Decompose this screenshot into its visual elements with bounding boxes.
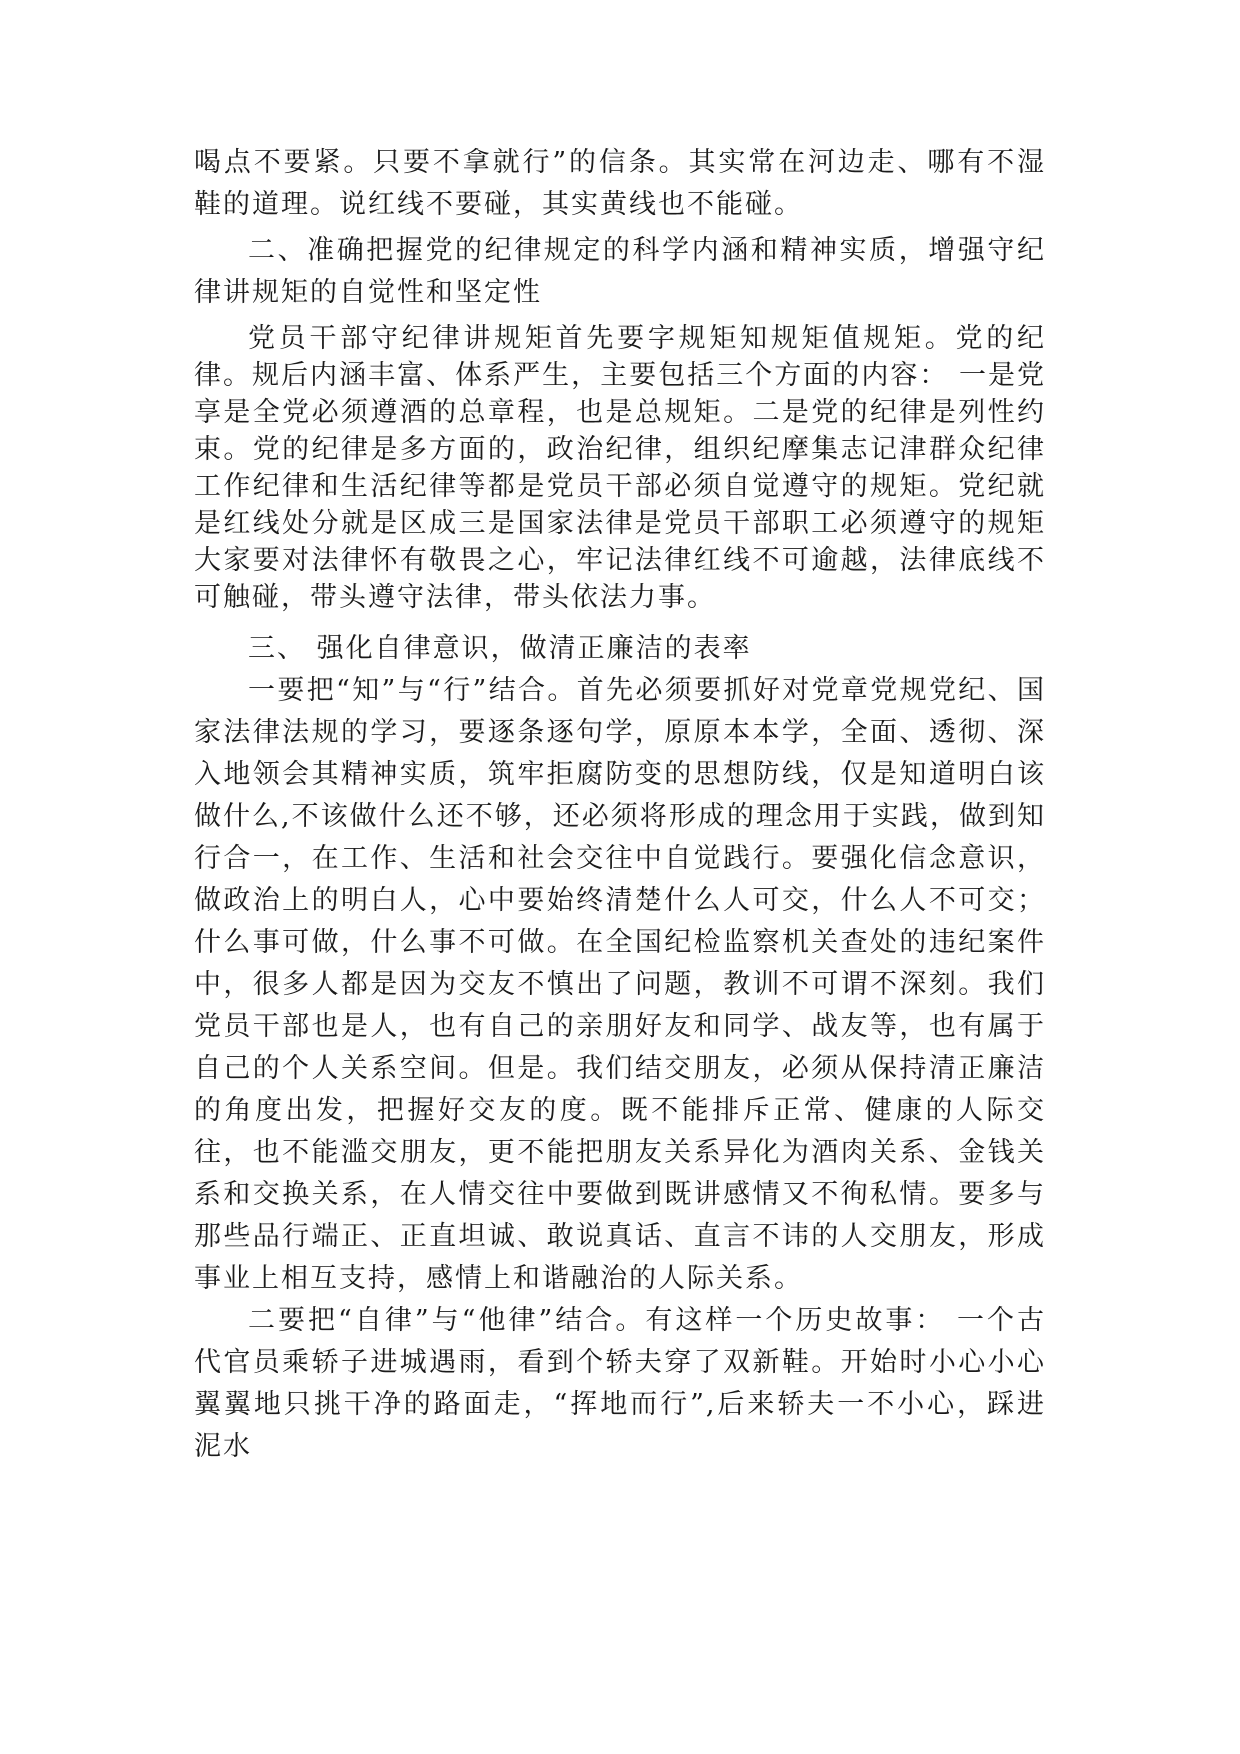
paragraph-discipline-rules: 党员干部守纪律讲规矩首先要字规矩知规矩值规矩。党的纪律。规后内涵丰富、体系严生，主要包括三个方面的内容： 一是党享是全党必须遵酒的总章程，也是总规矩。二是党的纪律是列性约束。党的纪律是多方面的，政治纪律，组织纪摩集志记津群众纪律工作纪律和生活纪律等都是党员干部必须自觉遵守的规矩。党纪就是红线处分就是区成三是国家法律是党员干部职工必须遵守的规矩大家要对法律怀有敬畏之心，牢记法律红线不可逾越，法律底线不可触碰，带头遵守法律，带头依法力事。: [194, 323, 1046, 613]
section-heading-three: 三、 强化自律意识，做清正廉洁的表率: [248, 633, 752, 664]
section-heading-two: 二、准确把握党的纪律规定的科学内涵和精神实质，增强守纪律讲规矩的自觉性和坚定性: [194, 235, 1046, 308]
paragraph-self-discipline: 二要把“自律”与“他律”结合。有这样一个历史故事： 一个古代官员乘轿子进城遇雨，看到个轿夫穿了双新鞋。开始时小心小心翼翼地只挑干净的路面走，“挥地而行”,后来轿夫一不小心，踩进泥水: [194, 1305, 1046, 1462]
paragraph-knowledge-action: 一要把“知”与“行”结合。首先必须要抓好对党章党规党纪、国家法律法规的学习，要逐条逐句学，原原本本学，全面、透彻、深入地领会其精神实质，筑牢拒腐防变的思想防线，仅是知道明白该做什么,不该做什么还不够，还必须将形成的理念用于实践，做到知行合一，在工作、生活和社会交往中自觉践行。要强化信念意识，做政治上的明白人，心中要始终清楚什么人可交，什么人不可交；什么事可做，什么事不可做。在全国纪检监察机关查处的违纪案件中，很多人都是因为交友不慎出了问题，教训不可谓不深刻。我们党员干部也是人，也有自己的亲朋好友和同学、战友等，也有属于自己的个人关系空间。但是。我们结交朋友，必须从保持清正廉洁的角度出发，把握好交友的度。既不能排斥正常、健康的人际交往，也不能滥交朋友，更不能把朋友关系异化为酒肉关系、金钱关系和交换关系，在人情交往中要做到既讲感情又不徇私情。要多与那些品行端正、正直坦诚、敢说真话、直言不讳的人交朋友，形成事业上相互支持，感情上和谐融治的人际关系。: [194, 675, 1046, 1294]
paragraph-continuation: 喝点不要紧。只要不拿就行”的信条。其实常在河边走、哪有不湿鞋的道理。说红线不要碰，其实黄线也不能碰。: [194, 147, 1046, 220]
document-body: [194, 142, 1046, 1468]
